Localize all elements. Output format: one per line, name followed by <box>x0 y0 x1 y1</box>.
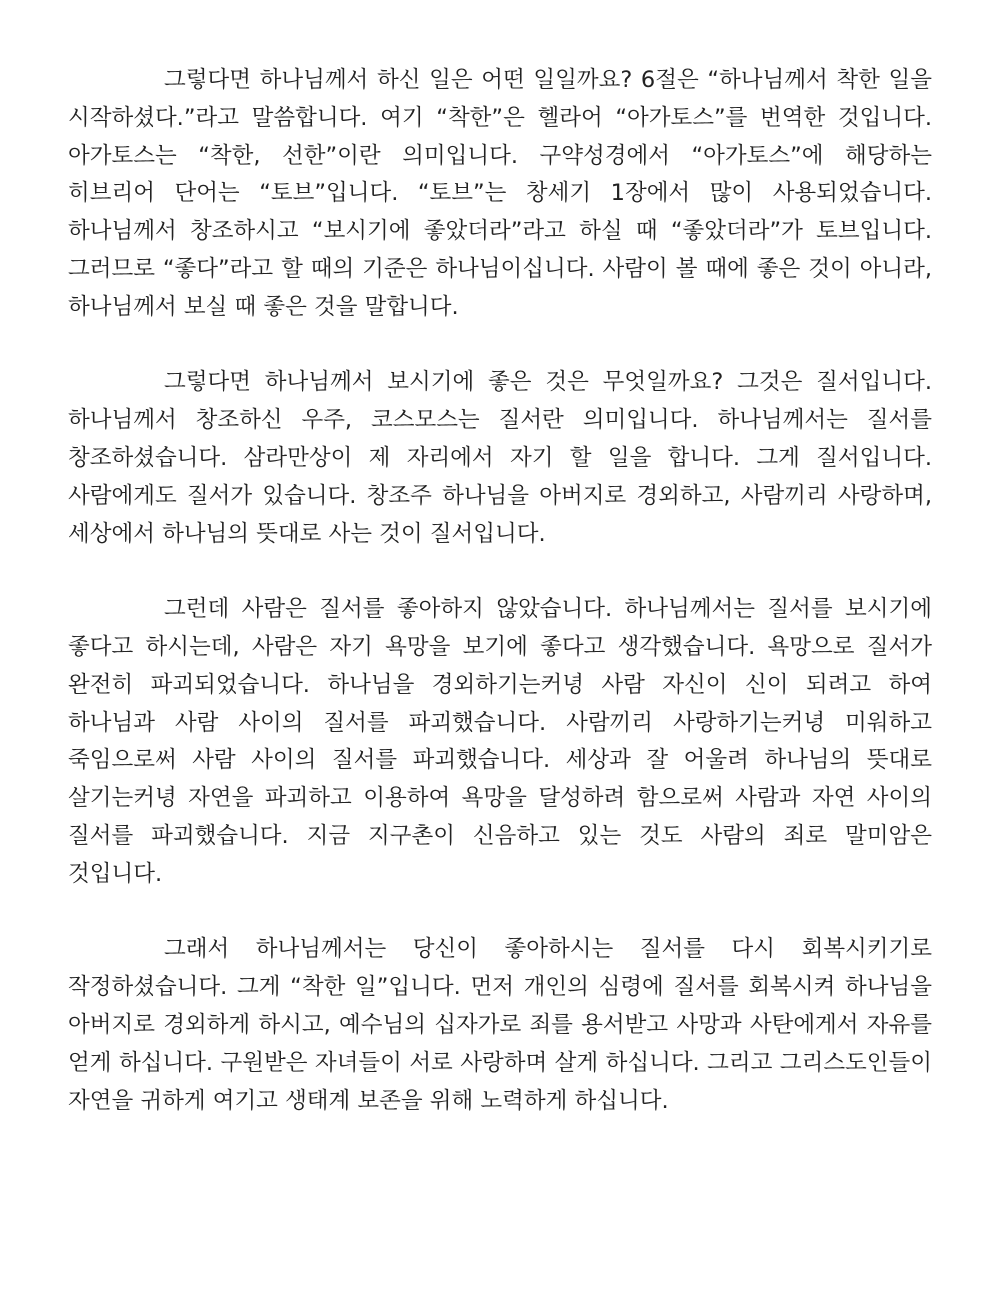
paragraph-2: 그렇다면 하나님께서 보시기에 좋은 것은 무엇일까요? 그것은 질서입니다. 하나님께서 창조하신 우주, 코스모스는 질서란 의미입니다. 하나님께서는 질서를 창조하셨습니다. 삼라만상이 제 자리에서 자기 할 일을 합니다. 그게 질서입니다. 사람에게도 질서가 있습니다. 창조주 하나님을 아버지로 경외하고, 사람끼리 사랑하며, 세상에서 하나님의 뜻대로 사는 것이 질서입니다. <box>68 369 932 547</box>
paragraph-3: 그런데 사람은 질서를 좋아하지 않았습니다. 하나님께서는 질서를 보시기에 좋다고 하시는데, 사람은 자기 욕망을 보기에 좋다고 생각했습니다. 욕망으로 질서가 완전히 파괴되었습니다. 하나님을 경외하기는커녕 사람 자신이 신이 되려고 하여 하나님과 사람 사이의 질서를 파괴했습니다. 사람끼리 사랑하기는커녕 미워하고 죽임으로써 사람 사이의 질서를 파괴했습니다. 세상과 잘 어울려 하나님의 뜻대로 살기는커녕 자연을 파괴하고 이용하여 욕망을 달성하려 함으로써 사람과 자연 사이의 질서를 파괴했습니다. 지금 지구촌이 신음하고 있는 것도 사람의 죄로 말미암은 것입니다. <box>68 596 932 887</box>
paragraph-4: 그래서 하나님께서는 당신이 좋아하시는 질서를 다시 회복시키기로 작정하셨습니다. 그게 “착한 일”입니다. 먼저 개인의 심령에 질서를 회복시켜 하나님을 아버지로 경외하게 하시고, 예수님의 십자가로 죄를 용서받고 사망과 사탄에게서 자유를 얻게 하십니다. 구원받은 자녀들이 서로 사랑하며 살게 하십니다. 그리고 그리스도인들이 자연을 귀하게 여기고 생태계 보존을 위해 노력하게 하십니다. <box>68 936 932 1114</box>
paragraph-1: 그렇다면 하나님께서 하신 일은 어떤 일일까요? 6절은 “하나님께서 착한 일을 시작하셨다.”라고 말씀합니다. 여기 “착한”은 헬라어 “아가토스”를 번역한 것입니다. 아가토스는 “착한, 선한”이란 의미입니다. 구약성경에서 “아가토스”에 해당하는 히브리어 단어는 “토브”입니다. “토브”는 창세기 1장에서 많이 사용되었습니다. 하나님께서 창조하시고 “보시기에 좋았더라”라고 하실 때 “좋았더라”가 토브입니다. 그러므로 “좋다”라고 할 때의 기준은 하나님이십니다. 사람이 볼 때에 좋은 것이 아니라, 하나님께서 보실 때 좋은 것을 말합니다. <box>68 67 932 320</box>
document-body <box>68 62 932 1120</box>
